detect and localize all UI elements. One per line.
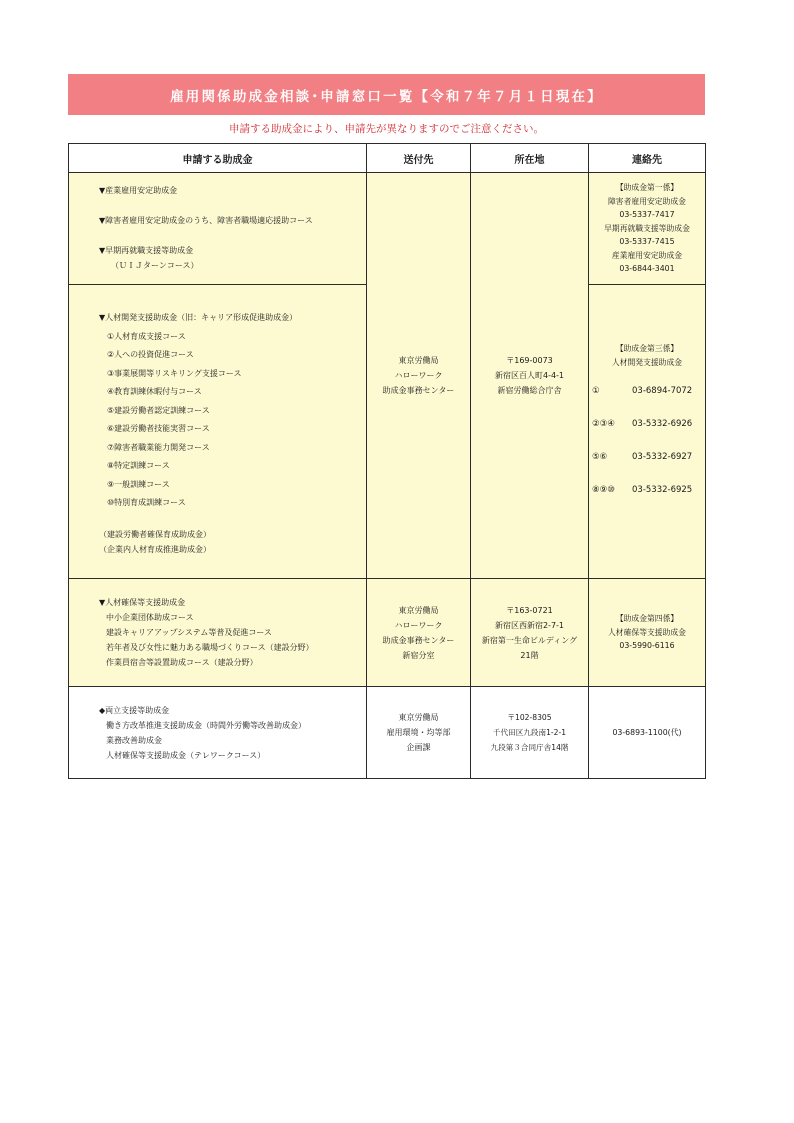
phone-number: 03-6894-7072 <box>632 386 693 396</box>
table-row <box>69 173 706 285</box>
address-line: 新宿第一生命ビルディング <box>481 635 578 645</box>
contact-line: 03-5337-7415 <box>619 237 675 247</box>
header-address: 所在地 <box>471 144 589 173</box>
list-item: ⑧特定訓練コース <box>107 461 170 470</box>
contact-line: 産業雇用安定助成金 <box>611 250 683 260</box>
list-item: 人材確保等支援助成金（テレワークコース） <box>106 750 266 760</box>
list-item: ⑥建設労働者技能実習コース <box>107 424 210 433</box>
subsidy-cell <box>69 285 367 579</box>
contact-line: 障害者雇用安定助成金 <box>608 196 686 206</box>
caution-note: 申請する助成金により、申請先が異なりますのでご注意ください。 <box>229 123 544 135</box>
subsidy-cell <box>69 687 367 779</box>
contact-line: 03-6844-3401 <box>619 264 675 274</box>
list-item: 作業員宿舎等設置助成コース（建設分野） <box>106 658 258 667</box>
contact-cell <box>589 173 706 285</box>
contact-line: 【助成金第三係】 <box>615 344 679 353</box>
contact-cell <box>589 687 706 779</box>
address-cell <box>471 173 589 579</box>
list-item: （企業内人材育成推進助成金） <box>99 544 211 554</box>
destination-line: 東京労働局 <box>398 713 439 722</box>
phone-number: 03-5332-6925 <box>632 485 693 495</box>
list-item: ▼産業雇用安定助成金 <box>99 186 178 195</box>
address-cell <box>471 687 589 779</box>
list-item: ④教育訓練休暇付与コース <box>107 387 202 396</box>
header-subsidy: 申請する助成金 <box>69 144 367 173</box>
subsidy-cell <box>69 173 367 285</box>
address-line: 〒169-0073 <box>506 356 553 365</box>
course-number: ⑤⑥ <box>592 452 608 462</box>
phone-number: 03-5332-6927 <box>632 452 693 462</box>
header-destination: 送付先 <box>367 144 471 173</box>
contact-line: 人材開発支援助成金 <box>611 357 683 367</box>
list-item: ▼人材開発支援助成金（旧：キャリア形成促進助成金） <box>99 313 298 322</box>
list-item: 業務改善助成金 <box>106 735 162 745</box>
list-item: 若年者及び女性に魅力ある職場づくりコース（建設分野） <box>106 643 314 652</box>
contact-line: 人材確保等支援助成金 <box>608 627 686 637</box>
table-row <box>69 687 706 779</box>
contact-row <box>590 485 704 505</box>
contact-line: 早期再就職支援等助成金 <box>604 223 690 233</box>
phone-number: 03-5332-6926 <box>632 419 693 429</box>
list-item: 働き方改革推進支援助成金（時間外労働等改善助成金） <box>106 720 306 730</box>
destination-cell <box>367 173 471 579</box>
contact-row <box>590 452 704 485</box>
destination-line: ハローワーク <box>394 620 443 630</box>
list-item: ▼早期再就職支援等助成金 <box>99 246 194 255</box>
list-item: ⑦障害者職業能力開発コース <box>107 442 210 452</box>
contact-table <box>68 143 706 779</box>
list-item: ▼障害者雇用安定助成金のうち、障害者職場適応援助コース <box>99 216 313 225</box>
subsidy-cell <box>69 579 367 687</box>
destination-cell <box>367 687 471 779</box>
address-line: 新宿区百人町4-4-1 <box>494 371 565 380</box>
list-item: ③事業展開等リスキリング支援コース <box>107 368 242 378</box>
list-item: 中小企業団体助成コース <box>106 613 194 622</box>
address-line: 21階 <box>520 650 539 660</box>
list-item: 建設キャリアアップシステム等普及促進コース <box>106 628 272 637</box>
contact-cell <box>589 579 706 687</box>
destination-line: 東京労働局 <box>398 356 439 365</box>
list-item: ▼人材確保等支援助成金 <box>99 598 186 607</box>
list-item: ①人材育成支援コース <box>107 331 186 341</box>
address-line: 新宿労働総合庁舎 <box>497 386 562 395</box>
destination-line: 雇用環境・均等部 <box>386 728 451 737</box>
destination-line: 新宿分室 <box>402 650 435 660</box>
destination-cell <box>367 579 471 687</box>
destination-line: ハローワーク <box>394 371 443 380</box>
contact-row <box>590 386 704 419</box>
address-line: 千代田区九段南1-2-1 <box>492 728 567 737</box>
contact-line: 【助成金第一係】 <box>615 183 679 193</box>
list-item: （ＵＩＪターンコース） <box>111 261 199 270</box>
table-row <box>69 579 706 687</box>
list-item: ⑨一般訓練コース <box>107 479 170 489</box>
list-item: ⑤建設労働者認定訓練コース <box>107 405 210 415</box>
destination-line: 企画課 <box>406 743 431 752</box>
list-item: ②人への投資促進コース <box>107 350 194 359</box>
address-line: 新宿区西新宿2-7-1 <box>494 620 565 630</box>
table-header-row <box>69 144 706 173</box>
contact-line: 【助成金第四係】 <box>615 614 679 624</box>
destination-line: 助成金事務センター <box>382 386 455 395</box>
contact-row <box>590 419 704 452</box>
list-item: ◆両立支援等助成金 <box>99 705 170 715</box>
header-contact: 連絡先 <box>589 144 706 173</box>
address-cell <box>471 579 589 687</box>
contact-line: 03-5337-7417 <box>619 210 675 220</box>
address-line: 〒102-8305 <box>507 713 552 722</box>
list-item: （建設労働者確保育成助成金） <box>99 529 211 539</box>
course-number: ⑧⑨⑩ <box>592 485 615 495</box>
destination-line: 助成金事務センター <box>382 635 455 645</box>
address-line: 〒163-0721 <box>506 605 553 615</box>
course-number: ① <box>592 386 600 396</box>
contact-line: 03-5990-6116 <box>619 641 675 651</box>
course-number: ②③④ <box>592 419 615 429</box>
list-item: ⑩特別育成訓練コース <box>107 498 186 507</box>
address-line: 九段第３合同庁舎14階 <box>490 743 569 752</box>
destination-line: 東京労働局 <box>398 605 439 615</box>
phone-number: 03-6893-1100(代) <box>612 727 682 737</box>
page-title: 雇用関係助成金相談･申請窓口一覧【令和７年７月１日現在】 <box>68 74 705 115</box>
contact-cell <box>589 285 706 579</box>
